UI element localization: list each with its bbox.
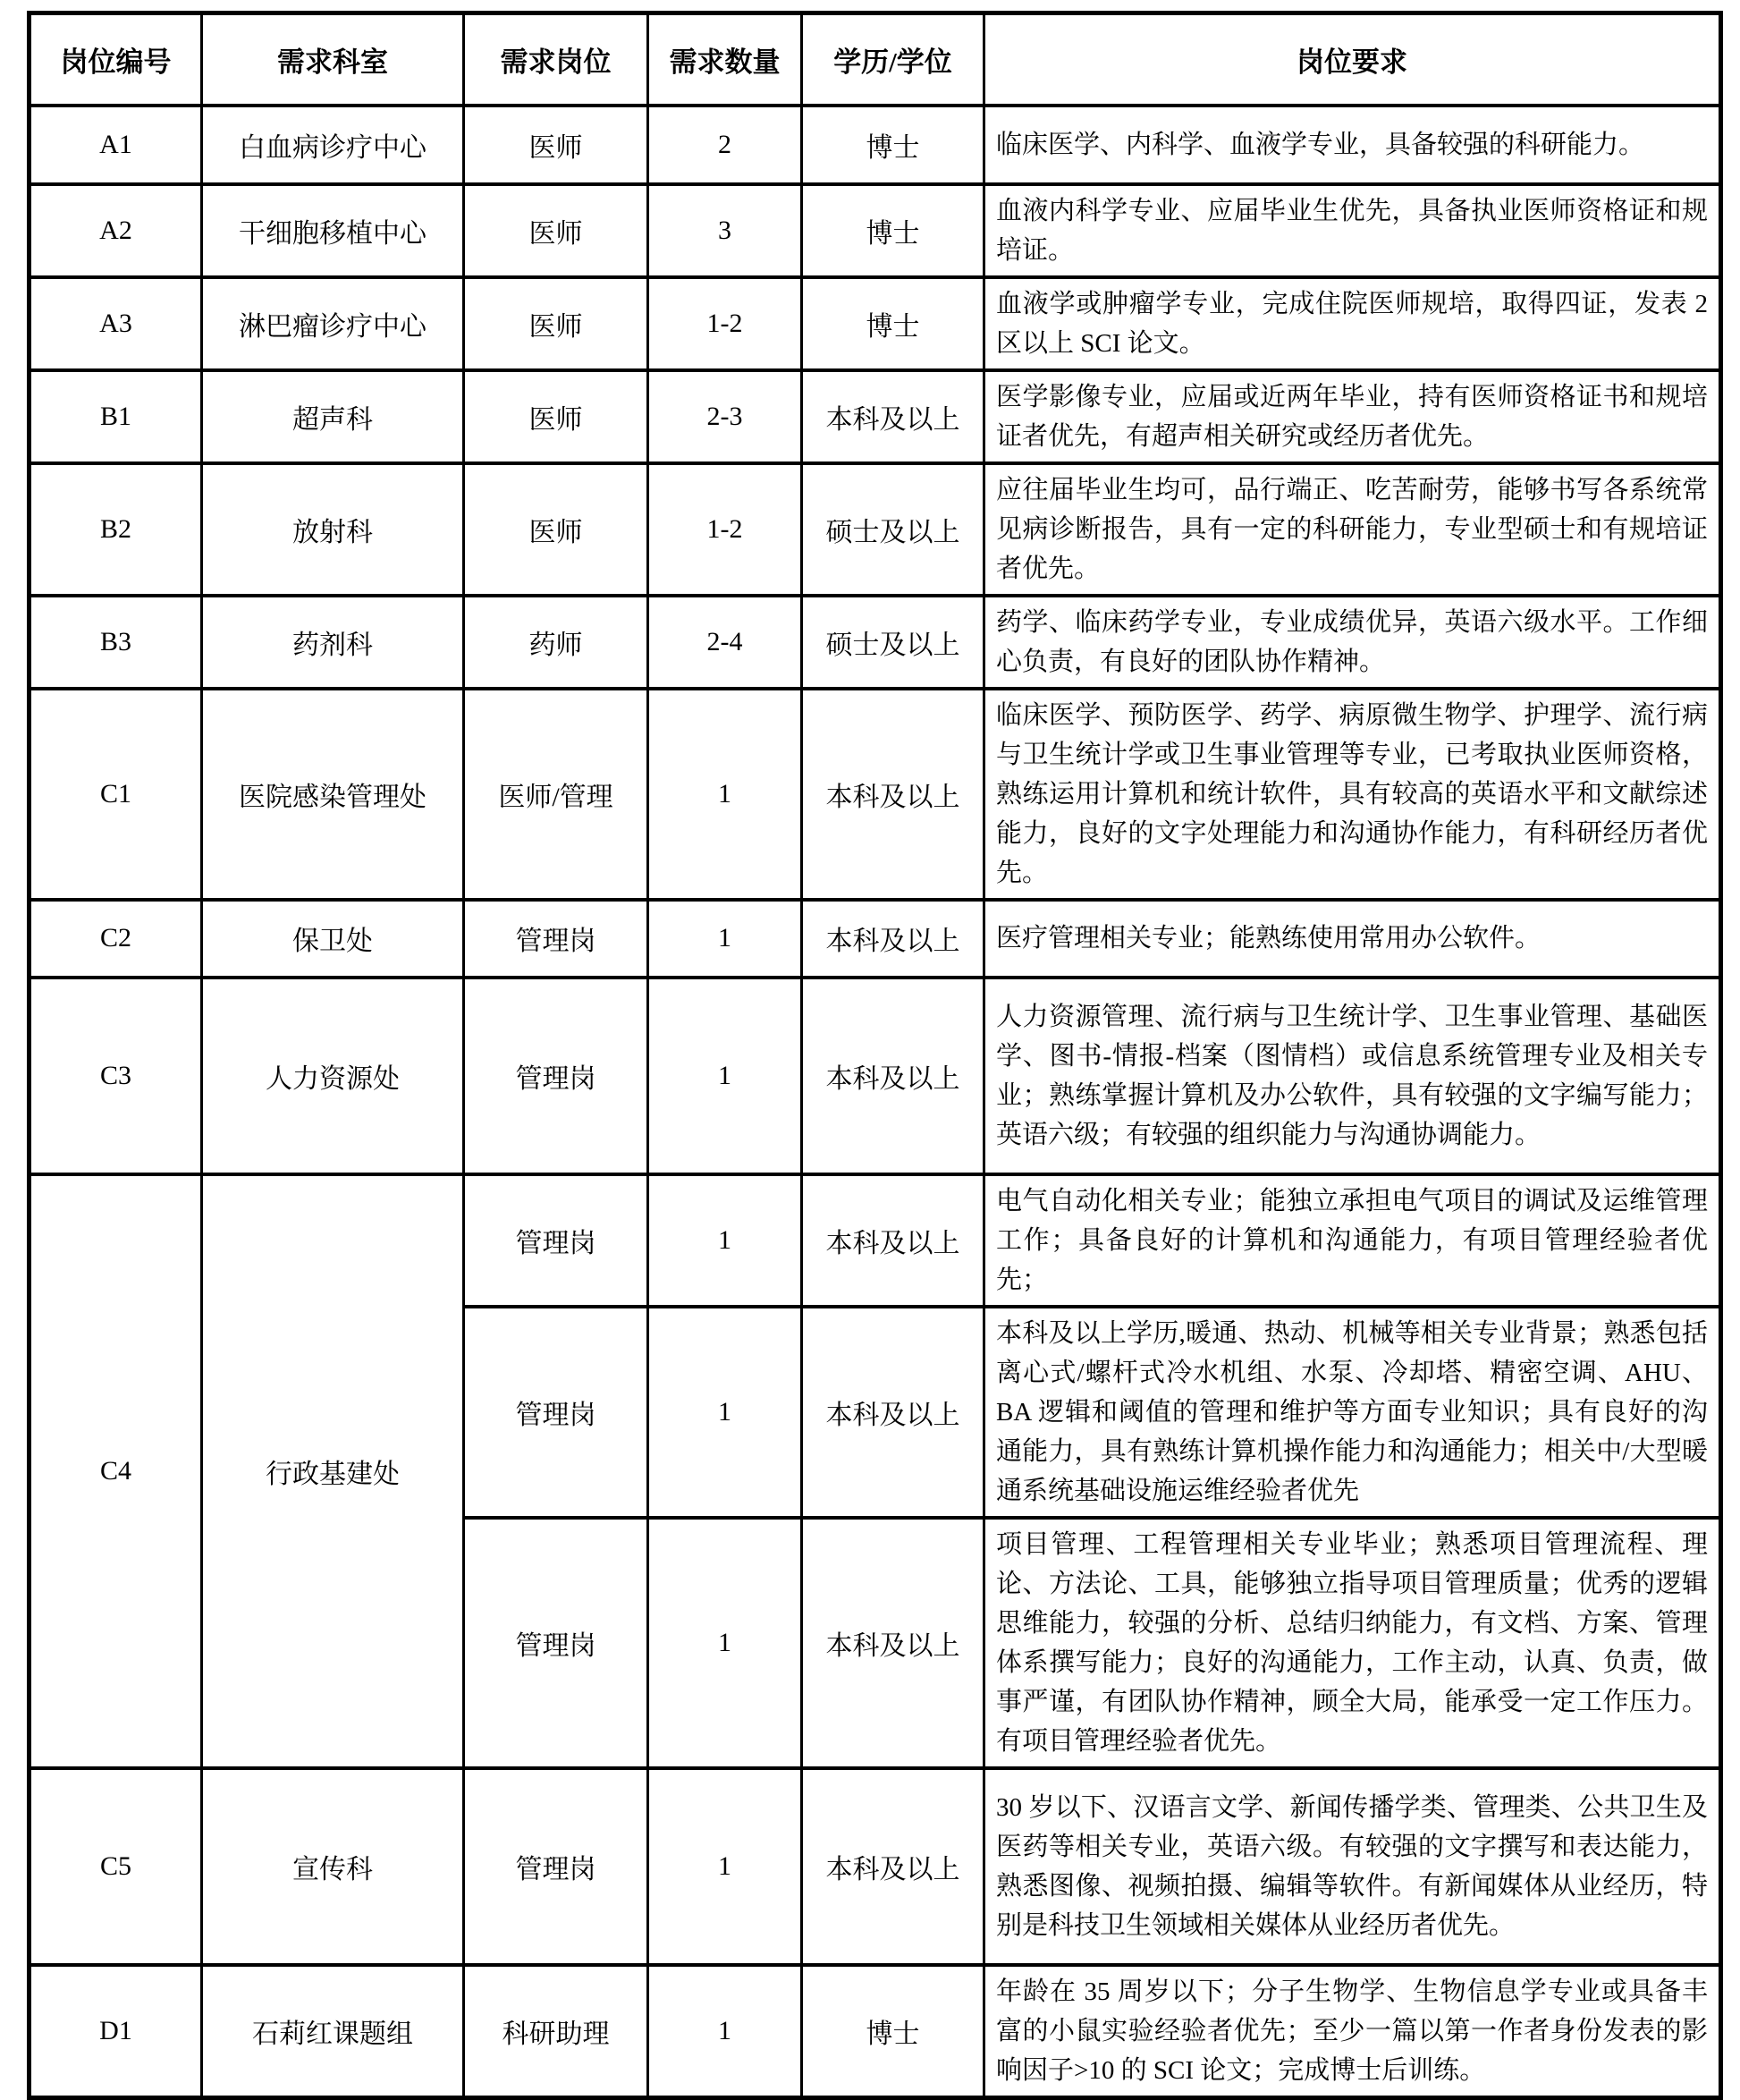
table-row — [30, 1965, 1721, 2098]
requirements-cell: 人力资源管理、流行病与卫生统计学、卫生事业管理、基础医学、图书-情报-档案（图情档）或信息系统管理专业及相关专业；熟练掌握计算机及办公软件，具有较强的文字编写能力；英语六级；有较强的组织能力与沟通协调能力。 — [984, 978, 1721, 1174]
requirements-cell: 药学、临床药学专业，专业成绩优异，英语六级水平。工作细心负责，有良好的团队协作精神。 — [984, 596, 1721, 689]
position-cell: 医师 — [464, 463, 648, 596]
department-cell: 干细胞移植中心 — [202, 184, 464, 277]
requirements-cell: 临床医学、预防医学、药学、病原微生物学、护理学、流行病与卫生统计学或卫生事业管理等专业，已考取执业医师资格，熟练运用计算机和统计软件，具有较高的英语水平和文献综述能力，良好的文字处理能力和沟通协作能力，有科研经历者优先。 — [984, 689, 1721, 900]
position-id-cell: B2 — [30, 463, 202, 596]
position-id-cell: B1 — [30, 370, 202, 463]
position-cell: 管理岗 — [464, 1768, 648, 1965]
count-cell: 2 — [648, 106, 802, 184]
position-cell: 医师 — [464, 277, 648, 370]
count-cell: 1 — [648, 1768, 802, 1965]
position-cell: 管理岗 — [464, 900, 648, 978]
position-id-cell: D1 — [30, 1965, 202, 2098]
table-row — [30, 463, 1721, 596]
position-cell: 医师 — [464, 184, 648, 277]
table-row — [30, 370, 1721, 463]
department-cell: 淋巴瘤诊疗中心 — [202, 277, 464, 370]
requirements-cell: 应往届毕业生均可，品行端正、吃苦耐劳，能够书写各系统常见病诊断报告，具有一定的科研能力，专业型硕士和有规培证者优先。 — [984, 463, 1721, 596]
table-row — [30, 184, 1721, 277]
degree-cell: 本科及以上 — [802, 978, 984, 1174]
position-cell: 医师 — [464, 106, 648, 184]
header-position-id: 岗位编号 — [30, 13, 202, 106]
department-cell: 行政基建处 — [202, 1174, 464, 1768]
department-cell: 超声科 — [202, 370, 464, 463]
count-cell: 1 — [648, 978, 802, 1174]
degree-cell: 本科及以上 — [802, 370, 984, 463]
header-requirements: 岗位要求 — [984, 13, 1721, 106]
department-cell: 医院感染管理处 — [202, 689, 464, 900]
requirements-cell: 年龄在 35 周岁以下；分子生物学、生物信息学专业或具备丰富的小鼠实验经验者优先；至少一篇以第一作者身份发表的影响因子>10 的 SCI 论文；完成博士后训练。 — [984, 1965, 1721, 2098]
position-cell: 管理岗 — [464, 1518, 648, 1768]
department-cell: 宣传科 — [202, 1768, 464, 1965]
degree-cell: 本科及以上 — [802, 1307, 984, 1518]
count-cell: 2-4 — [648, 596, 802, 689]
requirements-cell: 30 岁以下、汉语言文学、新闻传播学类、管理类、公共卫生及医药等相关专业，英语六级。有较强的文字撰写和表达能力，熟悉图像、视频拍摄、编辑等软件。有新闻媒体从业经历，特别是科技卫生领域相关媒体从业经历者优先。 — [984, 1768, 1721, 1965]
position-id-cell: B3 — [30, 596, 202, 689]
degree-cell: 博士 — [802, 106, 984, 184]
department-cell: 保卫处 — [202, 900, 464, 978]
count-cell: 2-3 — [648, 370, 802, 463]
position-id-cell: A2 — [30, 184, 202, 277]
table-row — [30, 1768, 1721, 1965]
requirements-cell: 本科及以上学历,暖通、热动、机械等相关专业背景；熟悉包括离心式/螺杆式冷水机组、水泵、冷却塔、精密空调、AHU、BA 逻辑和阈值的管理和维护等方面专业知识；具有良好的沟通能力，具有熟练计算机操作能力和沟通能力；相关中/大型暖通系统基础设施运维经验者优先 — [984, 1307, 1721, 1518]
degree-cell: 本科及以上 — [802, 900, 984, 978]
department-cell: 白血病诊疗中心 — [202, 106, 464, 184]
count-cell: 1 — [648, 1965, 802, 2098]
recruitment-table — [27, 11, 1723, 2100]
position-cell: 药师 — [464, 596, 648, 689]
count-cell: 3 — [648, 184, 802, 277]
degree-cell: 本科及以上 — [802, 689, 984, 900]
table-row — [30, 689, 1721, 900]
degree-cell: 博士 — [802, 277, 984, 370]
position-cell: 管理岗 — [464, 1307, 648, 1518]
department-cell: 药剂科 — [202, 596, 464, 689]
count-cell: 1 — [648, 689, 802, 900]
position-id-cell: C3 — [30, 978, 202, 1174]
table-row — [30, 978, 1721, 1174]
degree-cell: 硕士及以上 — [802, 463, 984, 596]
position-cell: 科研助理 — [464, 1965, 648, 2098]
table-row — [30, 900, 1721, 978]
requirements-cell: 医学影像专业，应届或近两年毕业，持有医师资格证书和规培证者优先，有超声相关研究或经历者优先。 — [984, 370, 1721, 463]
count-cell: 1-2 — [648, 277, 802, 370]
table-row — [30, 596, 1721, 689]
position-cell: 医师/管理 — [464, 689, 648, 900]
degree-cell: 硕士及以上 — [802, 596, 984, 689]
header-count: 需求数量 — [648, 13, 802, 106]
position-id-cell: C1 — [30, 689, 202, 900]
requirements-cell: 医疗管理相关专业；能熟练使用常用办公软件。 — [984, 900, 1721, 978]
count-cell: 1-2 — [648, 463, 802, 596]
table-row — [30, 277, 1721, 370]
table-body — [30, 106, 1721, 2098]
degree-cell: 本科及以上 — [802, 1174, 984, 1307]
department-cell: 石莉红课题组 — [202, 1965, 464, 2098]
requirements-cell: 项目管理、工程管理相关专业毕业；熟悉项目管理流程、理论、方法论、工具，能够独立指导项目管理质量；优秀的逻辑思维能力，较强的分析、总结归纳能力，有文档、方案、管理体系撰写能力；良好的沟通能力，工作主动，认真、负责，做事严谨，有团队协作精神，顾全大局，能承受一定工作压力。有项目管理经验者优先。 — [984, 1518, 1721, 1768]
table-row — [30, 1174, 1721, 1307]
header-department: 需求科室 — [202, 13, 464, 106]
count-cell: 1 — [648, 1307, 802, 1518]
requirements-cell: 血液内科学专业、应届毕业生优先，具备执业医师资格证和规培证。 — [984, 184, 1721, 277]
position-cell: 管理岗 — [464, 978, 648, 1174]
department-cell: 放射科 — [202, 463, 464, 596]
degree-cell: 本科及以上 — [802, 1518, 984, 1768]
header-position: 需求岗位 — [464, 13, 648, 106]
position-cell: 管理岗 — [464, 1174, 648, 1307]
position-id-cell: A1 — [30, 106, 202, 184]
table-row — [30, 106, 1721, 184]
requirements-cell: 电气自动化相关专业；能独立承担电气项目的调试及运维管理工作；具备良好的计算机和沟通能力，有项目管理经验者优先； — [984, 1174, 1721, 1307]
count-cell: 1 — [648, 900, 802, 978]
header-degree: 学历/学位 — [802, 13, 984, 106]
table-header — [30, 13, 1721, 106]
requirements-cell: 血液学或肿瘤学专业，完成住院医师规培，取得四证，发表 2 区以上 SCI 论文。 — [984, 277, 1721, 370]
requirements-cell: 临床医学、内科学、血液学专业，具备较强的科研能力。 — [984, 106, 1721, 184]
degree-cell: 博士 — [802, 184, 984, 277]
count-cell: 1 — [648, 1518, 802, 1768]
position-id-cell: C5 — [30, 1768, 202, 1965]
degree-cell: 本科及以上 — [802, 1768, 984, 1965]
count-cell: 1 — [648, 1174, 802, 1307]
position-id-cell: C4 — [30, 1174, 202, 1768]
header-row — [30, 13, 1721, 106]
department-cell: 人力资源处 — [202, 978, 464, 1174]
degree-cell: 博士 — [802, 1965, 984, 2098]
position-id-cell: C2 — [30, 900, 202, 978]
position-id-cell: A3 — [30, 277, 202, 370]
position-cell: 医师 — [464, 370, 648, 463]
